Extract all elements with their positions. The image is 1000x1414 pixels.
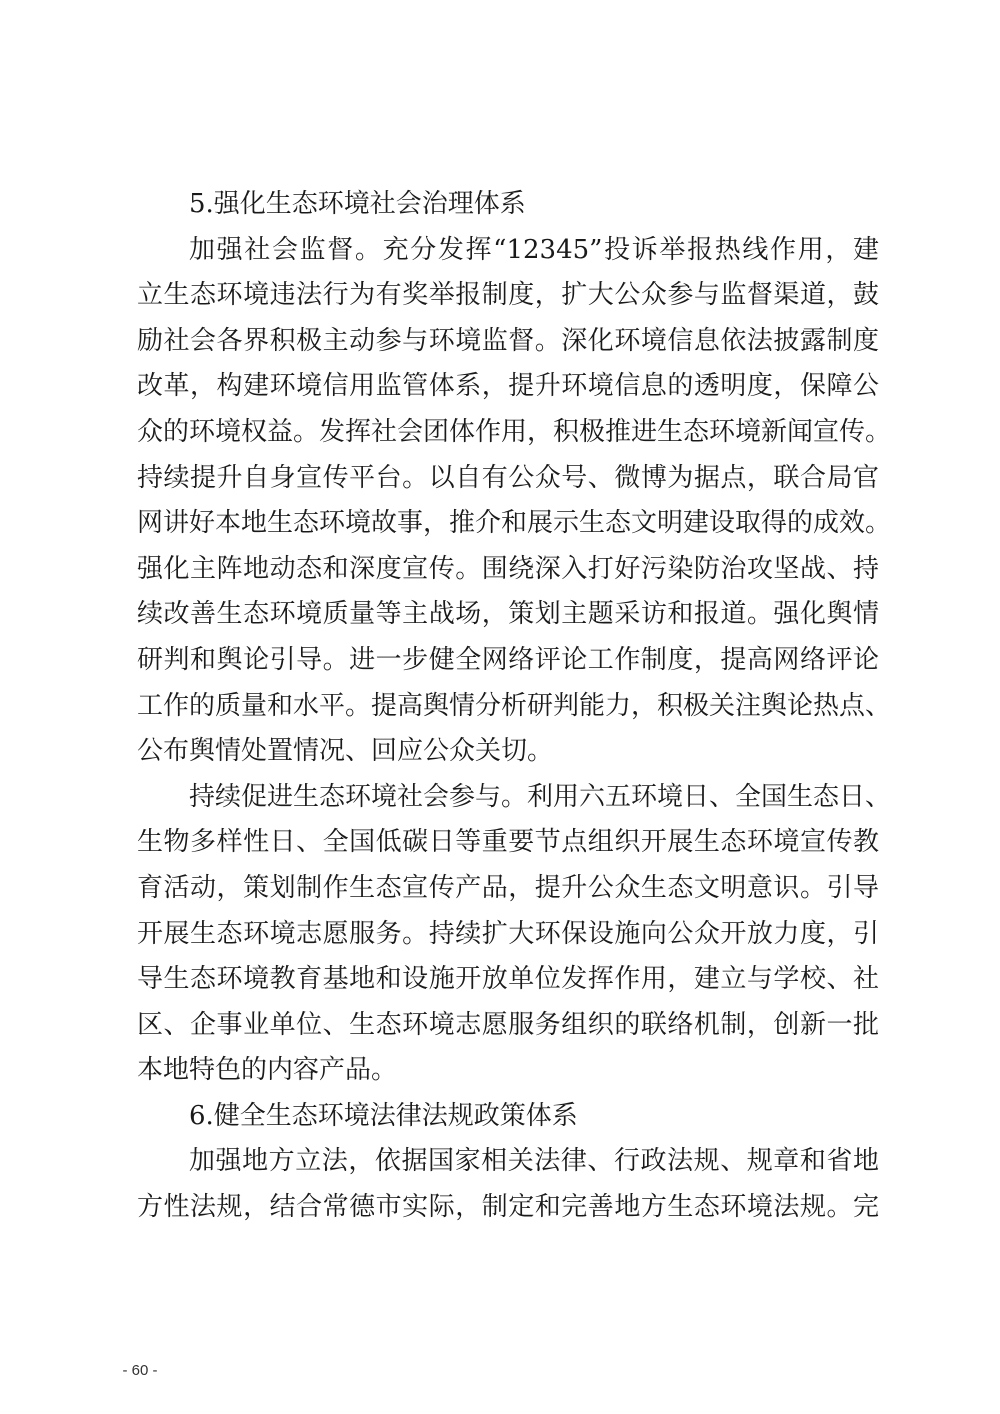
paragraph-line: 众的环境权益。发挥社会团体作用，积极推进生态环境新闻宣传。 — [137, 416, 892, 447]
paragraph-line: 生物多样性日、全国低碳日等重要节点组织开展生态环境宣传教 — [137, 827, 879, 858]
paragraph-line: 励社会各界积极主动参与环境监督。深化环境信息依法披露制度 — [137, 325, 879, 356]
paragraph-line: 强化主阵地动态和深度宣传。围绕深入打好污染防治攻坚战、持 — [137, 553, 879, 584]
paragraph-line: 持续提升自身宣传平台。以自有公众号、微博为据点，联合局官 — [137, 462, 879, 493]
paragraph-line: 方性法规，结合常德市实际，制定和完善地方生态环境法规。完 — [137, 1192, 879, 1223]
paragraph-line: 育活动，策划制作生态宣传产品，提升公众生态文明意识。引导 — [137, 872, 879, 903]
paragraph-line: 改革，构建环境信用监管体系，提升环境信息的透明度，保障公 — [137, 371, 879, 402]
paragraph-line: 本地特色的内容产品。 — [137, 1055, 398, 1086]
paragraph-line: 立生态环境违法行为有奖举报制度，扩大公众参与监督渠道，鼓 — [137, 280, 879, 311]
page-number: - 60 - — [122, 1362, 158, 1379]
paragraph-line: 加强地方立法，依据国家相关法律、行政法规、规章和省地 — [189, 1146, 879, 1177]
paragraph-line: 工作的质量和水平。提高舆情分析研判能力，积极关注舆论热点、 — [137, 690, 892, 721]
paragraph-line: 网讲好本地生态环境故事，推介和展示生态文明建设取得的成效。 — [137, 508, 892, 539]
paragraph-line: 开展生态环境志愿服务。持续扩大环保设施向公众开放力度，引 — [137, 918, 879, 949]
paragraph-line: 持续促进生态环境社会参与。利用六五环境日、全国生态日、 — [189, 781, 892, 812]
section-heading: 6.健全生态环境法律法规政策体系 — [189, 1100, 578, 1131]
paragraph-line: 区、企事业单位、生态环境志愿服务组织的联络机制，创新一批 — [137, 1009, 879, 1040]
body-text — [137, 182, 892, 1231]
paragraph-line: 续改善生态环境质量等主战场，策划主题采访和报道。强化舆情 — [137, 599, 879, 630]
paragraph-line: 研判和舆论引导。进一步健全网络评论工作制度，提高网络评论 — [137, 644, 879, 675]
paragraph-line: 公布舆情处置情况、回应公众关切。 — [137, 736, 554, 767]
paragraph-line: 导生态环境教育基地和设施开放单位发挥作用，建立与学校、社 — [137, 964, 879, 995]
section-heading: 5.强化生态环境社会治理体系 — [189, 189, 526, 219]
paragraph-line: 加强社会监督。充分发挥“12345”投诉举报热线作用，建 — [189, 234, 879, 265]
